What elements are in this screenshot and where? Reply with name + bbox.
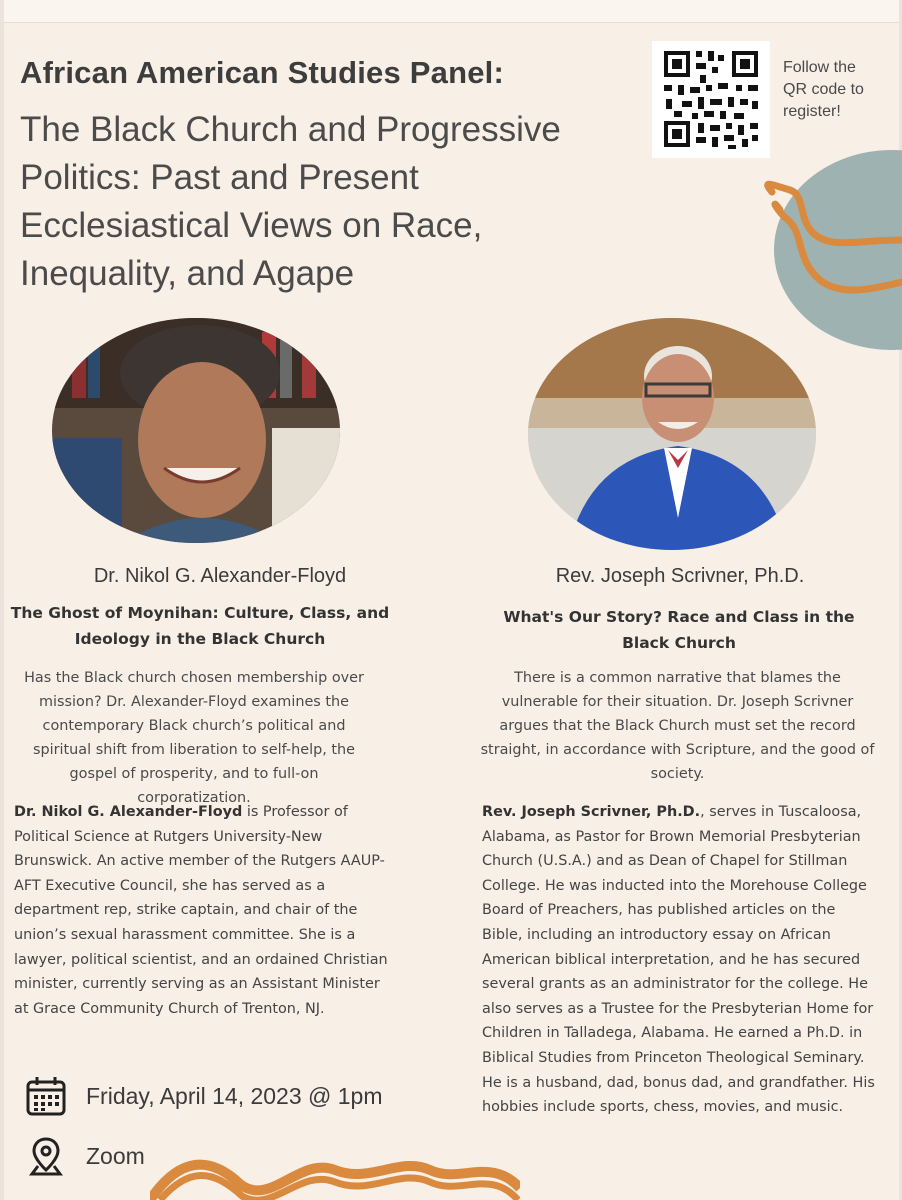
speaker-name: Rev. Joseph Scrivner, Ph.D.	[555, 565, 805, 587]
event-date: Friday, April 14, 2023 @ 1pm	[86, 1082, 383, 1109]
subtitle-line: The Black Church and Progressive	[20, 110, 561, 149]
decorative-wave-bottom	[150, 1158, 520, 1200]
event-location-row	[26, 1136, 145, 1176]
event-subtitle	[20, 106, 620, 298]
event-date-row	[26, 1076, 383, 1116]
event-location: Zoom	[86, 1142, 145, 1169]
qr-instruction: Follow the QR code to register!	[783, 59, 864, 120]
subtitle-line: Inequality, and Agape	[20, 254, 355, 293]
talk-title: What's Our Story? Race and Class in the Black Church	[503, 608, 855, 652]
talk-abstract: There is a common narrative that blames the vulnerable for their situation. Dr. Joseph Scrivner argues that the Black Church must set the record straight, in accordance with Scripture, and the good of society.	[480, 670, 875, 782]
speaker-portrait-image	[52, 318, 340, 543]
map-pin-icon	[26, 1136, 66, 1176]
speaker-bio	[14, 800, 389, 1021]
calendar-icon	[26, 1076, 66, 1116]
left-border	[0, 0, 4, 1200]
talk-title: The Ghost of Moynihan: Culture, Class, and Ideology in the Black Church	[10, 604, 390, 648]
bio-speaker-name: Rev. Joseph Scrivner, Ph.D.	[482, 804, 701, 820]
talk-abstract: Has the Black church chosen membership over mission? Dr. Alexander-Floyd examines the contemporary Black church’s political and spiritual shift from liberation to self-help, the gospel of prosperity, and to full-on corporatization.	[24, 670, 364, 806]
window-top-bar	[0, 0, 902, 23]
speaker-photo	[528, 318, 816, 550]
panel-title: African American Studies Panel:	[20, 55, 504, 90]
subtitle-line: Politics: Past and Present	[20, 158, 419, 197]
speaker-bio	[482, 800, 877, 1120]
speaker-name: Dr. Nikol G. Alexander-Floyd	[93, 565, 347, 587]
bio-text: , serves in Tuscaloosa, Alabama, as Pastor for Brown Memorial Presbyterian Church (U.S.A.) and as Dean of Chapel for Stillman College. He was inducted into the Morehouse College Board of Preachers, has published articles on the Bible, including an introductory essay on African American biblical interpretation, and he has secured several grants as an administrator for the college. He also serves as a Trustee for the Presbyterian Home for Children in Talladega, Alabama. He earned a Ph.D. in Biblical Studies from Princeton Theological Seminary. He is a husband, dad, bonus dad, and grandfather. His hobbies include sports, chess, movies, and music.	[482, 804, 875, 1116]
registration-qr-code[interactable]	[652, 41, 770, 158]
bio-text: is Professor of Political Science at Rutgers University-New Brunswick. An active member of the Rutgers AAUP-AFT Executive Council, she has served as a department rep, strike captain, and chair of the union’s sexual harassment committee. She is a lawyer, political scientist, and an ordained Christian minister, currently serving as an Assistant Minister at Grace Community Church of Trenton, NJ.	[14, 804, 388, 1017]
bio-speaker-name: Dr. Nikol G. Alexander-Floyd	[14, 804, 243, 820]
decorative-shape-right	[760, 150, 902, 365]
qr-code-icon	[652, 41, 770, 158]
subtitle-line: Ecclesiastical Views on Race,	[20, 206, 483, 245]
speaker-photo	[52, 318, 340, 543]
speaker-portrait-image	[528, 318, 816, 550]
